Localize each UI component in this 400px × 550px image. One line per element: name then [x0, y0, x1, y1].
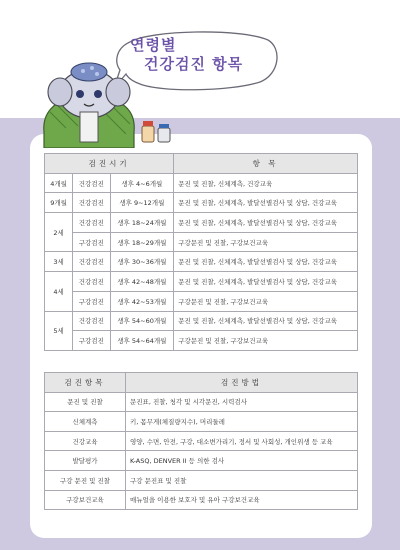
table-row: [45, 490, 358, 510]
methods-header-row: [45, 373, 358, 393]
exam-item-cell: 문진 및 진찰: [45, 392, 126, 412]
exam-method-cell: 매뉴얼을 이용한 보호자 및 유아 구강보건교육: [126, 490, 358, 510]
items-cell: 문진 및 진찰, 신체계측, 발달선별검사 및 상담, 건강교육: [174, 272, 358, 292]
age-cell: 5세: [45, 311, 73, 350]
period-cell: 생후 18~29개월: [110, 232, 174, 252]
exam-type-cell: 구강검진: [73, 331, 110, 351]
table-row: [45, 331, 358, 351]
period-cell: 생후 30~36개월: [110, 252, 174, 272]
exam-type-cell: 건강검진: [73, 213, 110, 233]
items-cell: 문진 및 진찰, 신체계측, 발달선별검사 및 상담, 건강교육: [174, 213, 358, 233]
exam-item-cell: 구강 문진 및 진찰: [45, 470, 126, 490]
age-cell: 4세: [45, 272, 73, 311]
exam-item-cell: 구강보건교육: [45, 490, 126, 510]
period-cell: 생후 42~53개월: [110, 291, 174, 311]
age-cell: 4개월: [45, 173, 73, 193]
title-line-2: 건강검진 항목: [144, 55, 244, 73]
exam-type-cell: 건강검진: [73, 193, 110, 213]
exam-method-cell: 문진표, 진찰, 청각 및 시각문진, 시력검사: [126, 392, 358, 412]
exam-method-cell: K-ASQ, DENVER II 등 의한 검사: [126, 451, 358, 471]
table-row: [45, 272, 358, 292]
exam-type-cell: 건강검진: [73, 311, 110, 331]
table-row: [45, 412, 358, 432]
exam-method-cell: 키, 몸무게(체질량지수), 머리둘레: [126, 412, 358, 432]
items-cell: 문진 및 진찰, 신체계측, 발달선별검사 및 상담, 건강교육: [174, 193, 358, 213]
medicine-bottles-illustration: [140, 118, 174, 144]
exam-item-cell: 신체계측: [45, 412, 126, 432]
table-row: [45, 470, 358, 490]
table-row: [45, 213, 358, 233]
table-row: [45, 232, 358, 252]
table-row: [45, 431, 358, 451]
schedule-header-period: 검진시기: [45, 154, 174, 174]
exam-type-cell: 구강검진: [73, 291, 110, 311]
age-cell: 9개월: [45, 193, 73, 213]
items-cell: 구강문진 및 진찰, 구강보건교육: [174, 232, 358, 252]
period-cell: 생후 54~64개월: [110, 331, 174, 351]
page-title: [130, 36, 270, 74]
exam-type-cell: 건강검진: [73, 173, 110, 193]
table-row: [45, 311, 358, 331]
methods-header-item: 검진항목: [45, 373, 126, 393]
period-cell: 생후 9~12개월: [110, 193, 174, 213]
items-cell: 구강문진 및 진찰, 구강보건교육: [174, 291, 358, 311]
period-cell: 생후 18~24개월: [110, 213, 174, 233]
exam-type-cell: 건강검진: [73, 272, 110, 292]
table-row: [45, 193, 358, 213]
table-row: [45, 173, 358, 193]
age-cell: 2세: [45, 213, 73, 252]
methods-header-method: 검진방법: [126, 373, 358, 393]
schedule-table: [44, 153, 358, 351]
table-row: [45, 392, 358, 412]
exam-type-cell: 건강검진: [73, 252, 110, 272]
items-cell: 문진 및 진찰, 신체계측, 건강교육: [174, 173, 358, 193]
exam-type-cell: 구강검진: [73, 232, 110, 252]
exam-method-cell: 구강 문진표 및 진찰: [126, 470, 358, 490]
age-cell: 3세: [45, 252, 73, 272]
mascot-illustration: [36, 52, 142, 148]
table-row: [45, 291, 358, 311]
exam-item-cell: 발달평가: [45, 451, 126, 471]
schedule-header-items: 항 목: [174, 154, 358, 174]
items-cell: 문진 및 진찰, 신체계측, 발달선별검사 및 상담, 건강교육: [174, 252, 358, 272]
schedule-header-row: [45, 154, 358, 174]
period-cell: 생후 4~6개월: [110, 173, 174, 193]
table-row: [45, 252, 358, 272]
methods-table: [44, 372, 358, 510]
exam-item-cell: 건강교육: [45, 431, 126, 451]
exam-method-cell: 영양, 수면, 안전, 구강, 대소변가리기, 정서 및 사회성, 개인위생 등 교육: [126, 431, 358, 451]
title-line-1: 연령별: [130, 36, 177, 54]
period-cell: 생후 54~60개월: [110, 311, 174, 331]
table-row: [45, 451, 358, 471]
items-cell: 구강문진 및 진찰, 구강보건교육: [174, 331, 358, 351]
period-cell: 생후 42~48개월: [110, 272, 174, 292]
items-cell: 문진 및 진찰, 신체계측, 발달선별검사 및 상담, 건강교육: [174, 311, 358, 331]
